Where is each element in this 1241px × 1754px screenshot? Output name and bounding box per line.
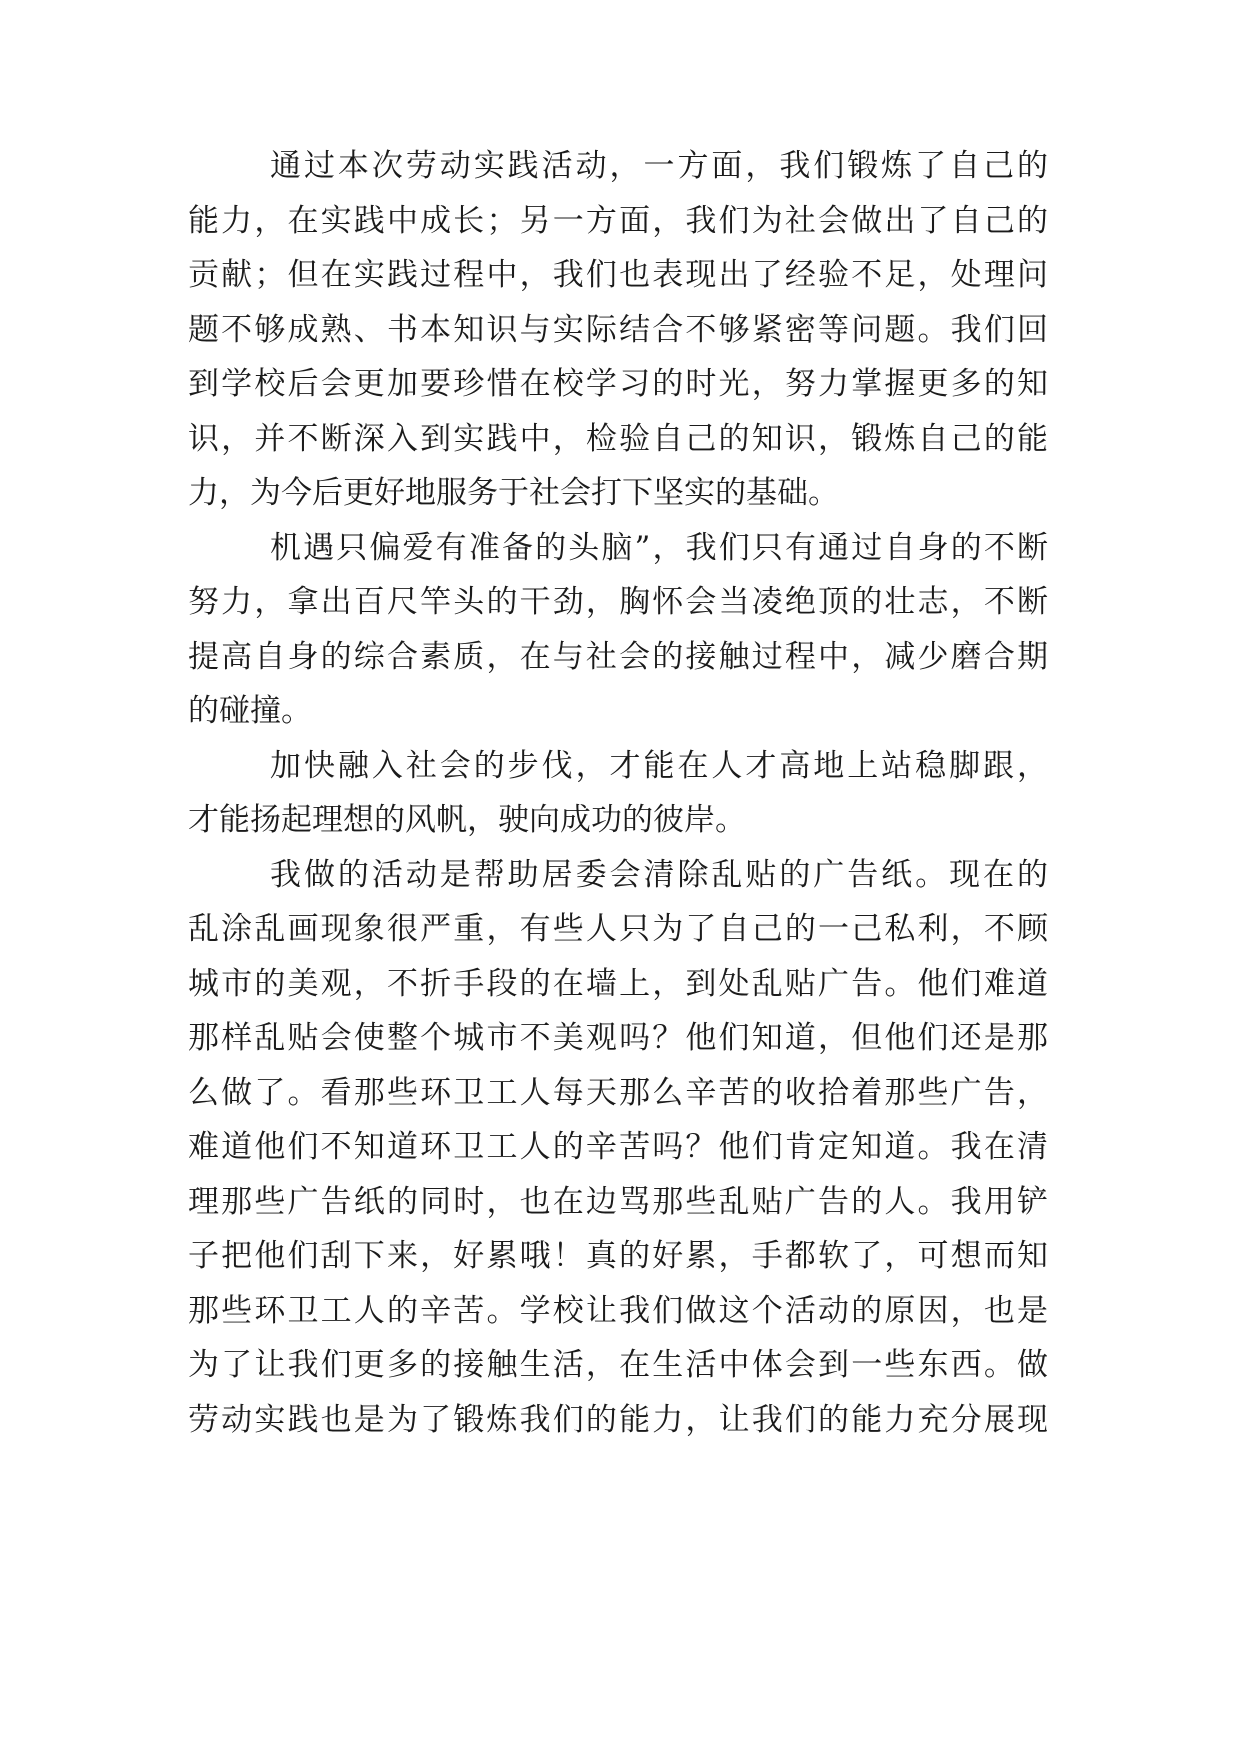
text-line: 贡献；但在实践过程中，我们也表现出了经验不足，处理问 xyxy=(188,257,1048,293)
text-line: 提高自身的综合素质，在与社会的接触过程中，减少磨合期 xyxy=(188,638,1048,675)
paragraph-first-line: 机遇只偏爱有准备的头脑”，我们只有通过自身的不断 xyxy=(270,529,1048,566)
text-line: 识，并不断深入到实践中，检验自己的知识，锻炼自己的能 xyxy=(188,420,1048,457)
text-line: 努力，拿出百尺竿头的干劲，胸怀会当凌绝顶的壮志，不断 xyxy=(188,584,1048,620)
text-line: 子把他们刮下来，好累哦！真的好累，手都软了，可想而知 xyxy=(188,1238,1048,1274)
text-line: 能力，在实践中成长；另一方面，我们为社会做出了自己的 xyxy=(188,202,1048,239)
text-line: 劳动实践也是为了锻炼我们的能力，让我们的能力充分展现 xyxy=(188,1401,1048,1438)
text-line: 才能扬起理想的风帆，驶向成功的彼岸。 xyxy=(188,802,746,838)
paragraph-first-line: 通过本次劳动实践活动，一方面，我们锻炼了自己的 xyxy=(270,148,1048,184)
text-line: 到学校后会更加要珍惜在校学习的时光，努力掌握更多的知 xyxy=(188,366,1048,402)
text-line: 那些环卫工人的辛苦。学校让我们做这个活动的原因，也是 xyxy=(188,1292,1048,1329)
paragraph-first-line: 我做的活动是帮助居委会清除乱贴的广告纸。现在的 xyxy=(270,856,1048,893)
text-line: 的碰撞。 xyxy=(188,693,312,729)
text-line: 难道他们不知道环卫工人的辛苦吗？他们肯定知道。我在清 xyxy=(188,1129,1048,1165)
text-line: 乱涂乱画现象很严重，有些人只为了自己的一己私利，不顾 xyxy=(188,911,1048,947)
text-line: 么做了。看那些环卫工人每天那么辛苦的收拾着那些广告， xyxy=(188,1074,1048,1111)
text-line: 理那些广告纸的同时，也在边骂那些乱贴广告的人。我用铲 xyxy=(188,1183,1048,1220)
text-line: 为了让我们更多的接触生活，在生活中体会到一些东西。做 xyxy=(188,1347,1048,1383)
paragraph-first-line: 加快融入社会的步伐，才能在人才高地上站稳脚跟， xyxy=(270,747,1048,784)
text-line: 那样乱贴会使整个城市不美观吗？他们知道，但他们还是那 xyxy=(188,1020,1048,1056)
text-line: 力，为今后更好地服务于社会打下坚实的基础。 xyxy=(188,475,839,511)
text-line: 题不够成熟、书本知识与实际结合不够紧密等问题。我们回 xyxy=(188,311,1048,348)
text-line: 城市的美观，不折手段的在墙上，到处乱贴广告。他们难道 xyxy=(188,965,1048,1002)
